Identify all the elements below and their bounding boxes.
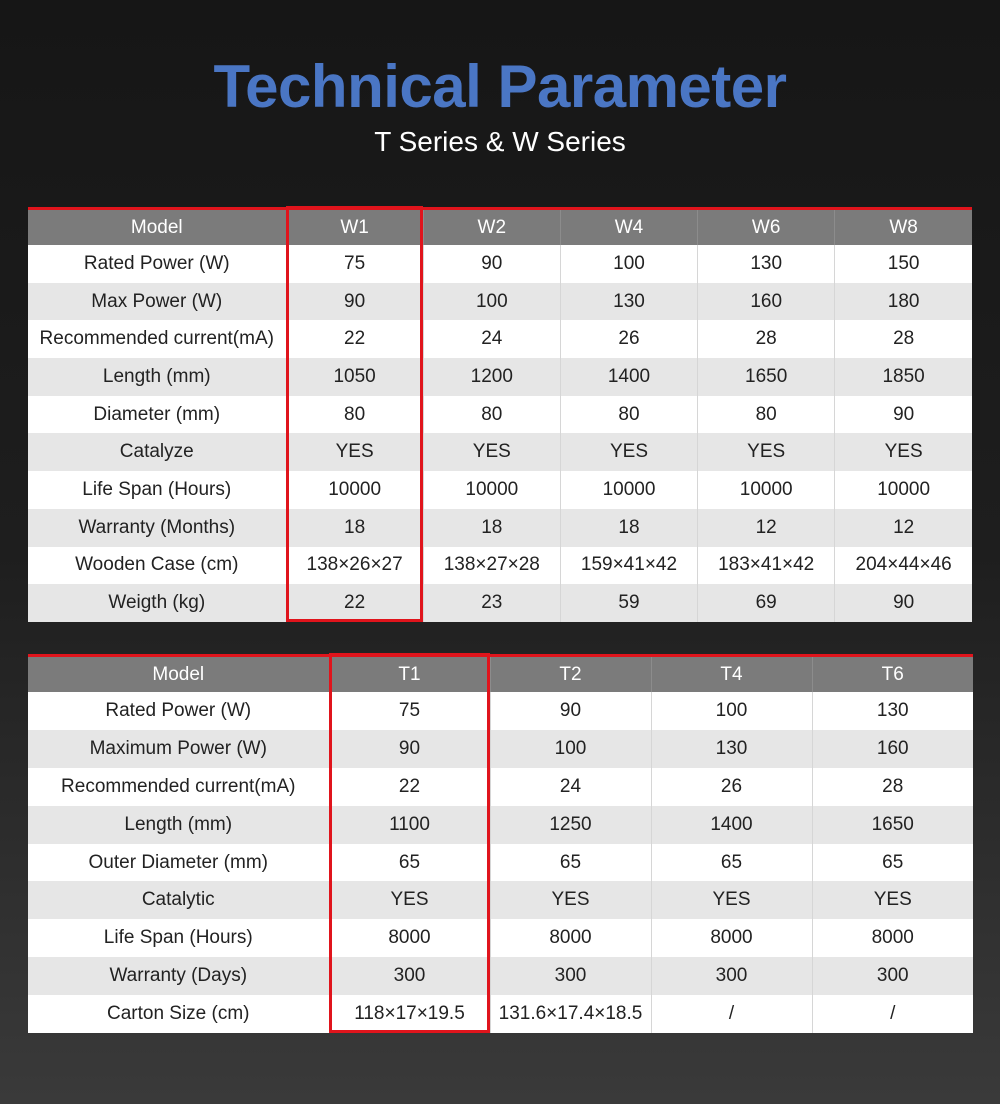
- table-row: [28, 283, 972, 321]
- table-row: [28, 881, 973, 919]
- parameter-value-cell: 80: [286, 396, 423, 434]
- parameter-label-cell: Length (mm): [28, 358, 286, 396]
- parameter-label-cell: Recommended current(mA): [28, 320, 286, 358]
- parameter-label-cell: Weigth (kg): [28, 584, 286, 622]
- model-w6-header-cell: W6: [698, 209, 835, 246]
- parameter-value-cell: 8000: [651, 919, 812, 957]
- parameter-label-cell: Warranty (Days): [28, 957, 329, 995]
- table-row: [28, 768, 973, 806]
- parameter-value-cell: 80: [423, 396, 560, 434]
- parameter-value-cell: 1200: [423, 358, 560, 396]
- parameter-value-cell: 10000: [286, 471, 423, 509]
- parameter-value-cell: 8000: [329, 919, 490, 957]
- parameter-value-cell: 65: [651, 844, 812, 882]
- table-row: [28, 245, 972, 283]
- parameter-label-cell: Catalytic: [28, 881, 329, 919]
- parameter-value-cell: 183×41×42: [698, 547, 835, 585]
- parameter-value-cell: YES: [560, 433, 697, 471]
- parameter-label-cell: Wooden Case (cm): [28, 547, 286, 585]
- table-header-row: [28, 656, 973, 693]
- parameter-value-cell: 80: [560, 396, 697, 434]
- parameter-value-cell: 1250: [490, 806, 651, 844]
- parameter-value-cell: YES: [698, 433, 835, 471]
- parameter-label-cell: Length (mm): [28, 806, 329, 844]
- parameter-label-cell: Life Span (Hours): [28, 471, 286, 509]
- parameter-value-cell: 131.6×17.4×18.5: [490, 995, 651, 1033]
- parameter-value-cell: YES: [651, 881, 812, 919]
- parameter-label-cell: Diameter (mm): [28, 396, 286, 434]
- parameter-value-cell: 12: [835, 509, 972, 547]
- parameter-value-cell: YES: [423, 433, 560, 471]
- parameter-value-cell: 10000: [423, 471, 560, 509]
- parameter-value-cell: 22: [329, 768, 490, 806]
- parameter-label-cell: Warranty (Months): [28, 509, 286, 547]
- table-row: [28, 692, 973, 730]
- parameter-value-cell: 1100: [329, 806, 490, 844]
- model-header-cell: Model: [28, 209, 286, 246]
- model-w2-header-cell: W2: [423, 209, 560, 246]
- parameter-value-cell: 65: [329, 844, 490, 882]
- parameter-value-cell: 130: [651, 730, 812, 768]
- parameter-value-cell: 100: [490, 730, 651, 768]
- model-w1-header-cell: W1: [286, 209, 423, 246]
- parameter-value-cell: 10000: [698, 471, 835, 509]
- parameter-value-cell: 90: [286, 283, 423, 321]
- parameter-value-cell: 28: [812, 768, 973, 806]
- parameter-value-cell: 8000: [812, 919, 973, 957]
- parameter-label-cell: Recommended current(mA): [28, 768, 329, 806]
- parameter-value-cell: 138×26×27: [286, 547, 423, 585]
- parameter-value-cell: 65: [812, 844, 973, 882]
- w-series-spec-table: [28, 207, 972, 622]
- parameter-value-cell: 12: [698, 509, 835, 547]
- parameter-value-cell: 65: [490, 844, 651, 882]
- parameter-value-cell: 159×41×42: [560, 547, 697, 585]
- parameter-value-cell: 22: [286, 320, 423, 358]
- parameter-value-cell: 26: [560, 320, 697, 358]
- parameter-value-cell: 75: [329, 692, 490, 730]
- parameter-value-cell: 90: [490, 692, 651, 730]
- parameter-value-cell: 160: [698, 283, 835, 321]
- table-row: [28, 471, 972, 509]
- parameter-value-cell: 24: [490, 768, 651, 806]
- parameter-value-cell: 18: [286, 509, 423, 547]
- parameter-value-cell: 1400: [651, 806, 812, 844]
- parameter-value-cell: 10000: [560, 471, 697, 509]
- parameter-value-cell: 118×17×19.5: [329, 995, 490, 1033]
- parameter-value-cell: YES: [812, 881, 973, 919]
- parameter-value-cell: 150: [835, 245, 972, 283]
- parameter-value-cell: 300: [651, 957, 812, 995]
- parameter-value-cell: 100: [560, 245, 697, 283]
- parameter-label-cell: Catalyze: [28, 433, 286, 471]
- parameter-value-cell: 8000: [490, 919, 651, 957]
- table-row: [28, 358, 972, 396]
- model-t6-header-cell: T6: [812, 656, 973, 693]
- parameter-value-cell: /: [651, 995, 812, 1033]
- parameter-value-cell: 1650: [698, 358, 835, 396]
- table-row: [28, 844, 973, 882]
- parameter-value-cell: 130: [698, 245, 835, 283]
- parameter-value-cell: YES: [835, 433, 972, 471]
- parameter-label-cell: Rated Power (W): [28, 692, 329, 730]
- model-t1-header-cell: T1: [329, 656, 490, 693]
- model-t4-header-cell: T4: [651, 656, 812, 693]
- w-series-table-container: [28, 207, 972, 622]
- parameter-value-cell: 80: [698, 396, 835, 434]
- parameter-value-cell: 160: [812, 730, 973, 768]
- parameter-value-cell: 22: [286, 584, 423, 622]
- table-row: [28, 509, 972, 547]
- page-subtitle: T Series & W Series: [374, 126, 626, 157]
- parameter-value-cell: 130: [812, 692, 973, 730]
- parameter-value-cell: 90: [835, 584, 972, 622]
- parameter-value-cell: 100: [651, 692, 812, 730]
- model-header-cell: Model: [28, 656, 329, 693]
- parameter-value-cell: 300: [812, 957, 973, 995]
- parameter-value-cell: 18: [560, 509, 697, 547]
- model-w8-header-cell: W8: [835, 209, 972, 246]
- parameter-value-cell: 130: [560, 283, 697, 321]
- parameter-value-cell: 1850: [835, 358, 972, 396]
- parameter-label-cell: Outer Diameter (mm): [28, 844, 329, 882]
- parameter-value-cell: 69: [698, 584, 835, 622]
- parameter-value-cell: /: [812, 995, 973, 1033]
- parameter-label-cell: Maximum Power (W): [28, 730, 329, 768]
- parameter-value-cell: 1650: [812, 806, 973, 844]
- parameter-value-cell: 138×27×28: [423, 547, 560, 585]
- page-title: Technical Parameter: [213, 53, 787, 120]
- parameter-value-cell: 23: [423, 584, 560, 622]
- table-row: [28, 320, 972, 358]
- parameter-label-cell: Carton Size (cm): [28, 995, 329, 1033]
- parameter-value-cell: 90: [329, 730, 490, 768]
- parameter-value-cell: 59: [560, 584, 697, 622]
- model-w4-header-cell: W4: [560, 209, 697, 246]
- parameter-value-cell: 10000: [835, 471, 972, 509]
- table-row: [28, 730, 973, 768]
- parameter-value-cell: 1050: [286, 358, 423, 396]
- parameter-value-cell: 180: [835, 283, 972, 321]
- parameter-value-cell: 1400: [560, 358, 697, 396]
- parameter-value-cell: 100: [423, 283, 560, 321]
- parameter-value-cell: 18: [423, 509, 560, 547]
- parameter-value-cell: 300: [490, 957, 651, 995]
- table-row: [28, 433, 972, 471]
- parameter-value-cell: 28: [698, 320, 835, 358]
- t-series-spec-table: [28, 654, 973, 1033]
- parameter-label-cell: Rated Power (W): [28, 245, 286, 283]
- table-row: [28, 584, 972, 622]
- table-row: [28, 806, 973, 844]
- t-series-table-container: [28, 654, 973, 1033]
- parameter-value-cell: 90: [835, 396, 972, 434]
- parameter-value-cell: 26: [651, 768, 812, 806]
- parameter-value-cell: 300: [329, 957, 490, 995]
- table-row: [28, 547, 972, 585]
- parameter-value-cell: 204×44×46: [835, 547, 972, 585]
- table-header-row: [28, 209, 972, 246]
- table-row: [28, 919, 973, 957]
- parameter-value-cell: YES: [286, 433, 423, 471]
- table-row: [28, 957, 973, 995]
- parameter-value-cell: YES: [329, 881, 490, 919]
- parameter-value-cell: 28: [835, 320, 972, 358]
- parameter-value-cell: 90: [423, 245, 560, 283]
- table-row: [28, 995, 973, 1033]
- parameter-value-cell: 75: [286, 245, 423, 283]
- parameter-value-cell: 24: [423, 320, 560, 358]
- parameter-label-cell: Max Power (W): [28, 283, 286, 321]
- table-row: [28, 396, 972, 434]
- parameter-label-cell: Life Span (Hours): [28, 919, 329, 957]
- parameter-value-cell: YES: [490, 881, 651, 919]
- model-t2-header-cell: T2: [490, 656, 651, 693]
